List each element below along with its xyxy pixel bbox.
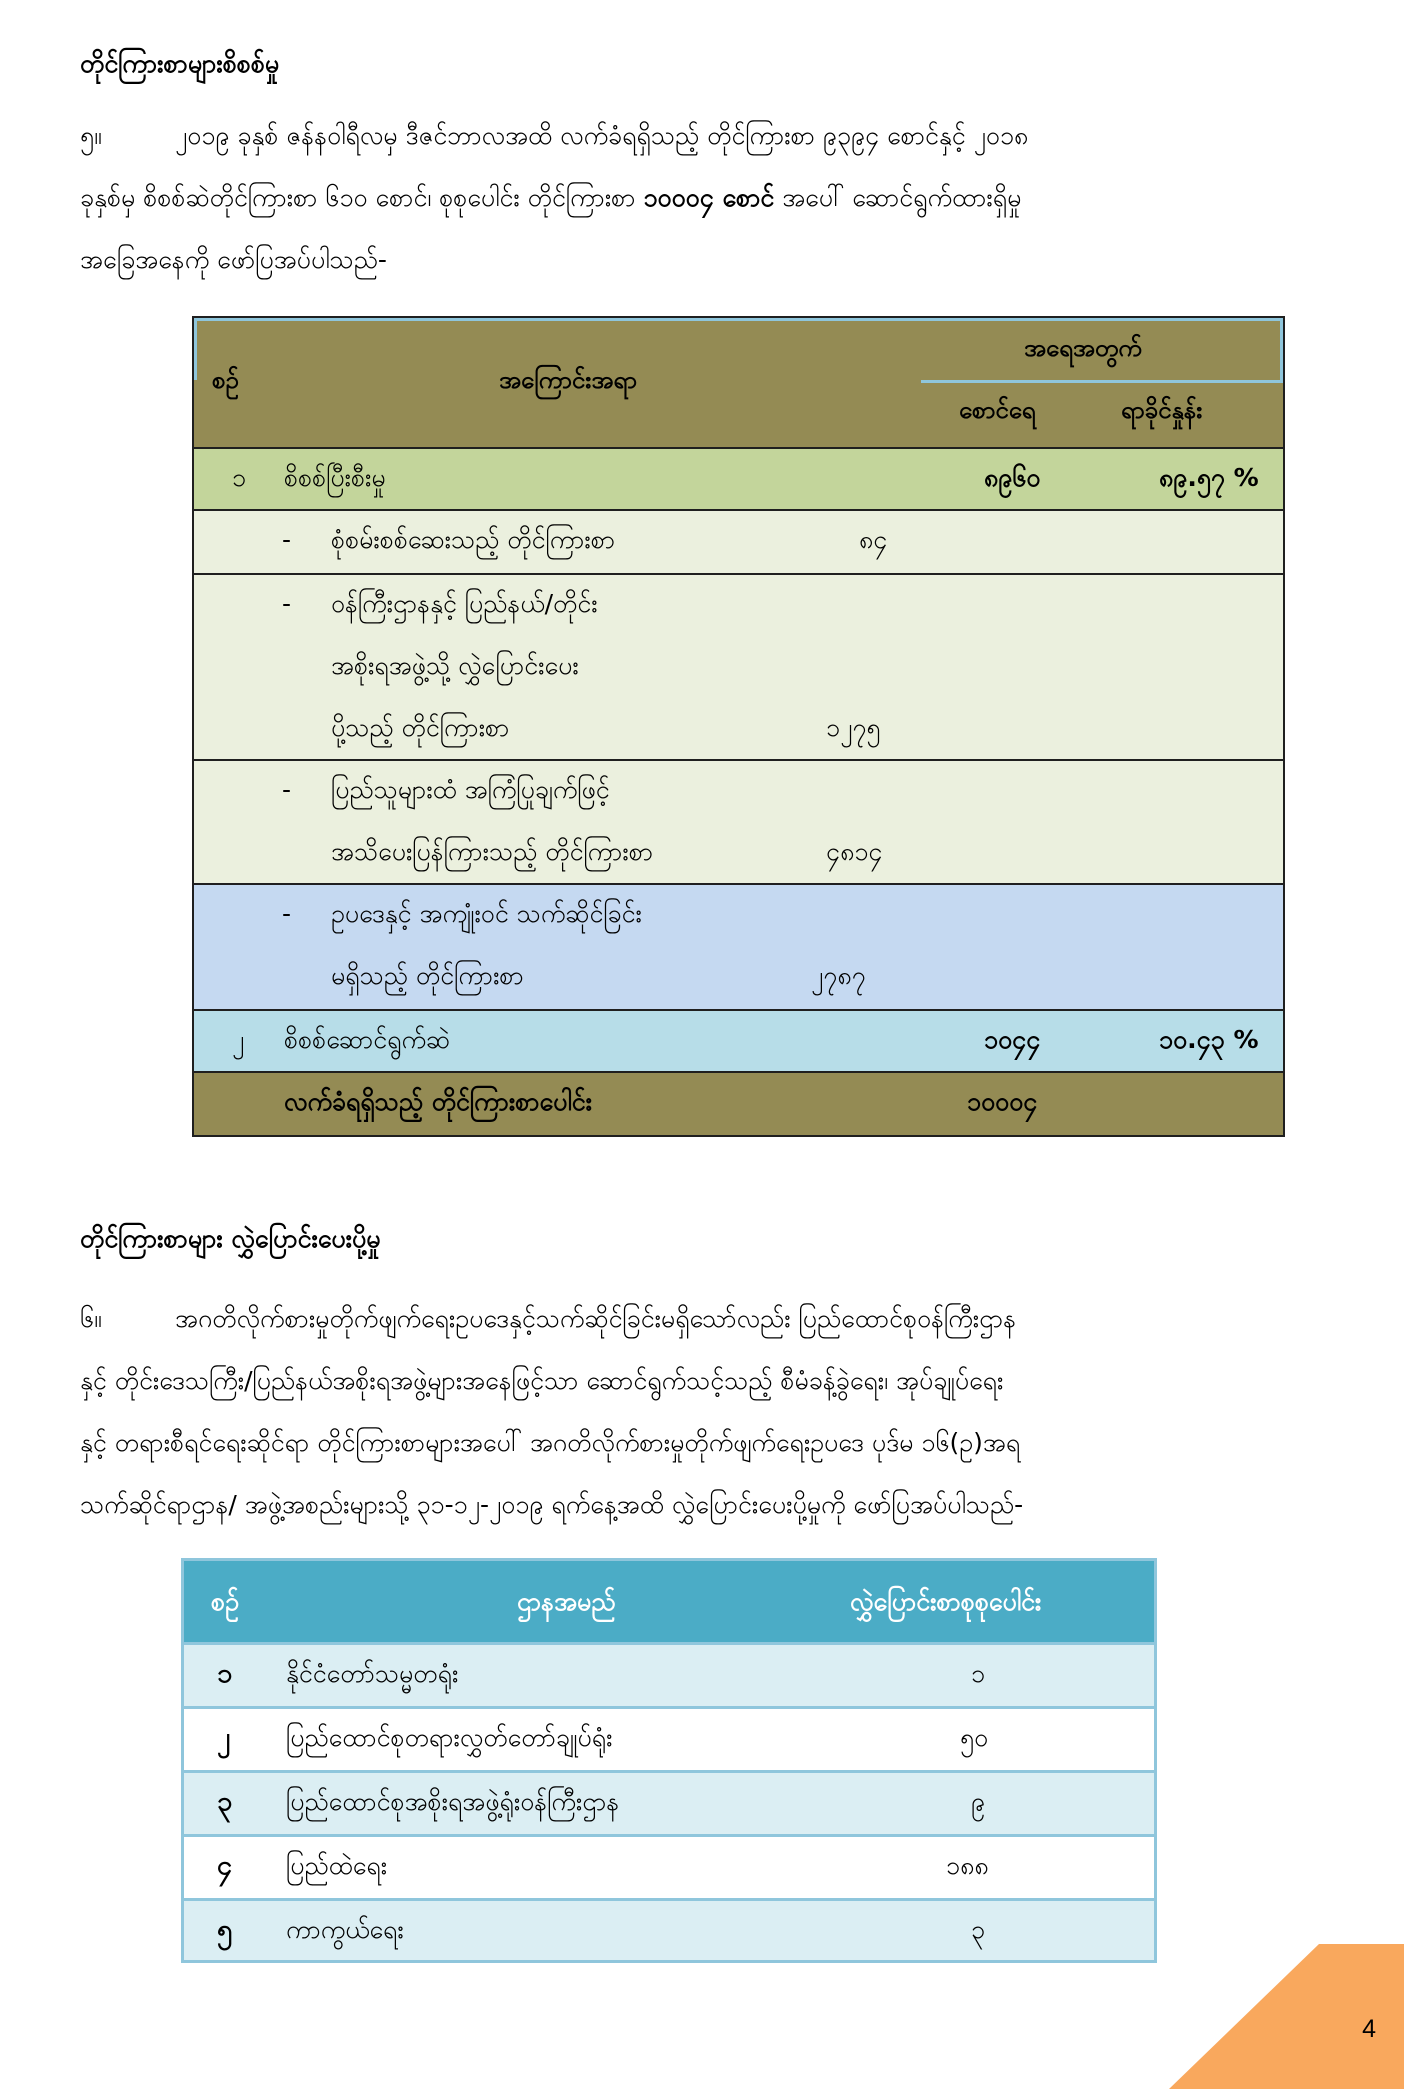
- complaint-status-table: [192, 316, 1285, 1137]
- section-heading-complaint-review: တိုင်ကြားစာများစိစစ်မှု: [80, 49, 280, 78]
- paragraph-6: [80, 1288, 1326, 1536]
- row-sub-count: ၄၈၁၄: [826, 837, 883, 866]
- paragraph-number: ၅။: [80, 121, 102, 150]
- section-heading-transfers: တိုင်ကြားစာများ လွှဲပြောင်းပေးပို့မှု: [80, 1224, 381, 1253]
- row-number: ၁: [232, 463, 247, 492]
- table-row: [194, 447, 1283, 509]
- row-total: ၁: [971, 1659, 986, 1688]
- paragraph-number: ၆။: [80, 1304, 102, 1333]
- row-label-line: ဝန်ကြီးဌာနနှင့် ပြည်နယ်/တိုင်း: [331, 589, 598, 618]
- row-label-line: ပို့သည့် တိုင်ကြားစာ: [331, 713, 510, 742]
- header-no: စဉ်: [211, 1587, 239, 1616]
- paragraph-line: [80, 1474, 1326, 1536]
- header-subject: အကြောင်းအရာ: [499, 366, 637, 394]
- header-frame-line: [921, 380, 1283, 383]
- row-dash: -: [282, 775, 292, 804]
- table-header: [194, 318, 1283, 447]
- table-row: [194, 1009, 1283, 1071]
- row-dept: ပြည်ထဲရေး: [286, 1851, 388, 1880]
- row-number: ၁: [217, 1658, 233, 1689]
- page-corner-accent-slant: [1169, 1944, 1319, 2089]
- header-no: စဉ်: [212, 366, 239, 394]
- row-label-line: ပြည်သူများထံ အကြံပြုချက်ဖြင့်: [331, 775, 610, 804]
- paragraph-line: [80, 1288, 1326, 1350]
- row-label-line: ဥပဒေနှင့် အကျုံးဝင် သက်ဆိုင်ခြင်း: [331, 899, 642, 928]
- table-row: [184, 1706, 1154, 1770]
- table-row: [194, 883, 1283, 1009]
- row-number: ၃: [217, 1786, 233, 1817]
- row-number: ၅: [217, 1914, 233, 1945]
- paragraph-line: [80, 229, 1326, 291]
- total-label: လက်ခံရရှိသည့် တိုင်ကြားစာပေါင်း: [284, 1087, 592, 1116]
- row-copies: ၁၀၄၄: [984, 1025, 1041, 1054]
- header-copies: စောင်ရေ: [959, 396, 1036, 424]
- row-total: ၃: [971, 1915, 986, 1944]
- paragraph-text: ၂၀၁၉ ခုနှစ် ဇန်နဝါရီလမှ ဒီဇင်ဘာလအထိ လက်ခံရရှိသည့် တိုင်ကြားစာ ၉၃၉၄ စောင်နှင့် ၂၀၁၈: [175, 121, 1029, 150]
- row-total: ၅၀: [960, 1723, 989, 1752]
- row-dept: ကာကွယ်ရေး: [286, 1915, 404, 1944]
- table-row: [184, 1642, 1154, 1706]
- row-label: စိစစ်ပြီးစီးမှု: [284, 463, 386, 492]
- header-dept: ဌာနအမည်: [517, 1587, 616, 1616]
- row-label-line: မရှိသည့် တိုင်ကြားစာ: [331, 961, 524, 990]
- row-total: ၁၈၈: [946, 1851, 989, 1880]
- row-sub-count: ၁၂၇၅: [826, 713, 881, 742]
- row-label-line: အစိုးရအဖွဲ့သို့ လွှဲပြောင်းပေး: [331, 651, 579, 680]
- paragraph-line: [80, 105, 1326, 167]
- paragraph-line: [80, 167, 1326, 229]
- paragraph-text: သက်ဆိုင်ရာဌာန/ အဖွဲ့အစည်းများသို့ ၃၁-၁၂-၂၀၁၉ ရက်နေ့အထိ လွှဲပြောင်းပေးပို့မှုကို ဖော်ပြအပ်ပါသည်-: [80, 1490, 1024, 1519]
- row-dash: -: [282, 589, 292, 618]
- row-label: စုံစမ်းစစ်ဆေးသည့် တိုင်ကြားစာ: [331, 525, 616, 554]
- paragraph-text: အခြေအနေကို ဖော်ပြအပ်ပါသည်-: [80, 245, 387, 274]
- table-row: [194, 573, 1283, 759]
- header-total: လွှဲပြောင်းစာစုစုပေါင်း: [850, 1587, 1042, 1616]
- row-sub-count: ၂၇၈၇: [811, 961, 866, 990]
- table-total-row: [194, 1071, 1283, 1135]
- paragraph-text: နှင့် တိုင်းဒေသကြီး/ပြည်နယ်အစိုးရအဖွဲ့များအနေဖြင့်သာ ဆောင်ရွက်သင့်သည့် စီမံခန့်ခွဲရေး၊ အုပ်ချုပ်ရေး: [80, 1366, 1004, 1395]
- row-dept: ပြည်ထောင်စုတရားလွှတ်တော်ချုပ်ရုံး: [286, 1723, 613, 1752]
- row-sub-count: ၈၄: [859, 525, 888, 554]
- transfer-table: [181, 1558, 1157, 1963]
- table-row: [184, 1834, 1154, 1898]
- table-row: [194, 509, 1283, 573]
- paragraph-text: ခုနှစ်မှ စိစစ်ဆဲတိုင်ကြားစာ ၆၁၀ စောင်၊ စုစုပေါင်း တိုင်ကြားစာ: [80, 183, 644, 212]
- row-number: ၂: [232, 1025, 245, 1054]
- paragraph-line: [80, 1412, 1326, 1474]
- row-percent: ၈၉.၅၇ %: [1159, 463, 1259, 492]
- row-number: ၂: [217, 1722, 231, 1753]
- row-label: စိစစ်ဆောင်ရွက်ဆဲ: [284, 1025, 451, 1054]
- row-label-line: အသိပေးပြန်ကြားသည့် တိုင်ကြားစာ: [331, 837, 654, 866]
- row-percent: ၁၀.၄၃ %: [1159, 1025, 1259, 1054]
- paragraph-text: နှင့် တရားစီရင်ရေးဆိုင်ရာ တိုင်ကြားစာများအပေါ် အဂတိလိုက်စားမှုတိုက်ဖျက်ရေးဥပဒေ ပုဒ်မ ၁၆(ဥ)အရ: [80, 1428, 1021, 1457]
- row-dash: -: [282, 525, 292, 554]
- table-row: [184, 1770, 1154, 1834]
- paragraph-5: [80, 105, 1326, 291]
- row-dept: နိုင်ငံတော်သမ္မတရုံး: [286, 1659, 459, 1688]
- paragraph-bold-text: ၁၀၀၀၄ စောင်: [643, 183, 775, 212]
- row-total: ၉: [971, 1787, 986, 1816]
- header-percent: ရာခိုင်နှုန်း: [1121, 396, 1203, 424]
- paragraph-text: အဂတိလိုက်စားမှုတိုက်ဖျက်ရေးဥပဒေနှင့်သက်ဆိုင်ခြင်းမရှိသော်လည်း ပြည်ထောင်စုဝန်ကြီးဌာန: [175, 1304, 1017, 1333]
- table-header: [184, 1561, 1154, 1642]
- row-dash: -: [282, 899, 292, 928]
- total-copies: ၁၀၀၀၄: [967, 1087, 1038, 1116]
- paragraph-text: အပေါ် ဆောင်ရွက်ထားရှိမှု: [774, 183, 1022, 212]
- table-row: [194, 759, 1283, 883]
- page-number: 4: [1362, 2015, 1376, 2043]
- header-count-group: အရေအတွက်: [1024, 334, 1142, 362]
- table-row: [184, 1898, 1154, 1960]
- row-number: ၄: [217, 1850, 233, 1881]
- row-copies: ၈၉၆၀: [984, 463, 1041, 492]
- row-dept: ပြည်ထောင်စုအစိုးရအဖွဲ့ရုံးဝန်ကြီးဌာန: [286, 1787, 620, 1816]
- paragraph-line: [80, 1350, 1326, 1412]
